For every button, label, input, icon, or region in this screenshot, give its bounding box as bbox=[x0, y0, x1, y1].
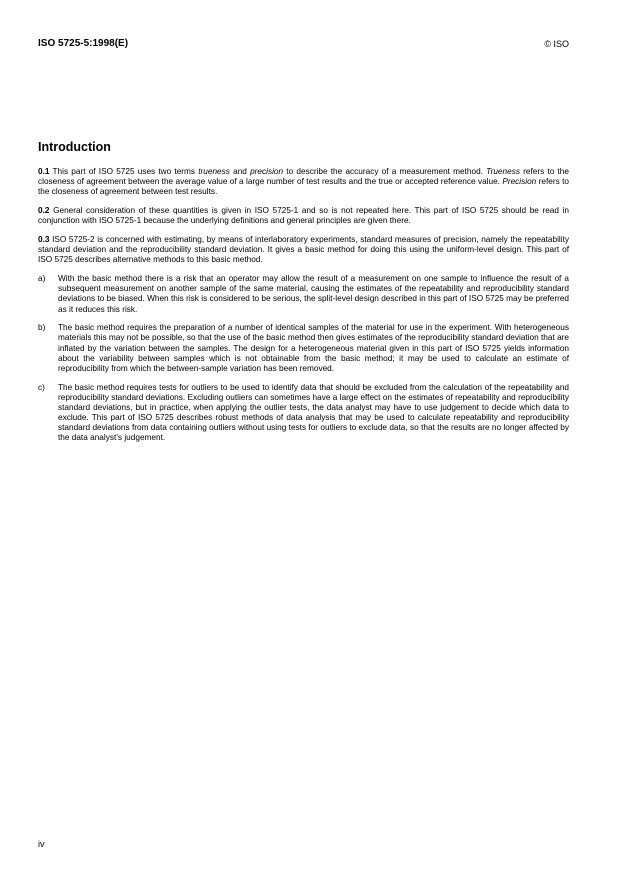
document-id: ISO 5725-5:1998(E) bbox=[38, 38, 129, 49]
paragraph-0-1 bbox=[38, 167, 569, 197]
list-item-text: The basic method requires the preparation of a number of identical samples of the material for use in the experiment. With heterogeneous materials this may not be possible, so that the use of the basic method then gives estimates of the reproducibility standard deviation that are inflated by the variation between the samples. The design for a heterogeneous material given in this part of ISO 5725 yields information about the variability between samples which is not obtainable from the basic method; it may be used to calculate an estimate of reproducibility from which the between-sample variation has been removed. bbox=[58, 323, 569, 373]
list-item-label: a) bbox=[38, 274, 46, 284]
paragraph-text: ISO 5725-2 is concerned with estimating, by means of interlaboratory experiments, standard measures of precision, namely the repeatability standard deviation and the reproducibility standard deviation. It gives a basic method for doing this using the uniform-level design. This part of ISO 5725 describes alternative methods to this basic method. bbox=[38, 234, 569, 265]
list-item-text: With the basic method there is a risk that an operator may allow the result of a measurement on one sample to influence the result of a subsequent measurement on another sample of the same material, causing the estimates of the repeatability and reproducibility standard deviations to be biased. When this risk is considered to be serious, the split-level design described in this part of ISO 5725 may be preferred as it reduces this risk. bbox=[58, 274, 569, 314]
section-title: Introduction bbox=[38, 140, 111, 154]
list-item-b bbox=[38, 323, 569, 374]
paragraph-text: General consideration of these quantities is given in ISO 5725-1 and so is not repeated here. This part of ISO 5725 should be read in conjunction with ISO 5725-1 because the underlying definitions and general principles are given there. bbox=[38, 206, 569, 226]
list-item-label: b) bbox=[38, 323, 46, 333]
paragraph-number: 0.1 bbox=[38, 167, 50, 176]
term-precision: precision bbox=[250, 167, 284, 176]
alternatives-list bbox=[38, 274, 569, 444]
list-item-text: The basic method requires tests for outliers to be used to identify data that should be excluded from the calculation of the repeatability and reproducibility standard deviations. Excluding outliers can sometimes have a large effect on the estimates of repeatability and reproducibility standard deviations, but in practice, when applying the outlier tests, the data analyst may have to use judgement to decide which data to exclude. This part of ISO 5725 describes robust methods of data analysis that may be used to calculate repeatability and reproducibility standard deviations from data containing outliers without using tests for outliers to exclude data, so that the results are no longer affected by the data analyst’s judgement. bbox=[58, 382, 569, 443]
term-precision: Precision bbox=[502, 177, 537, 187]
paragraph-text: and bbox=[229, 167, 251, 176]
paragraph-text: This part of ISO 5725 uses two terms bbox=[49, 167, 199, 176]
list-item-c bbox=[38, 383, 569, 444]
term-trueness: Trueness bbox=[486, 167, 520, 176]
list-item-label: c) bbox=[38, 382, 45, 392]
term-trueness: trueness bbox=[198, 167, 230, 176]
paragraph-0-2 bbox=[38, 206, 569, 226]
paragraph-text: refers to the closeness of agreement between the average value of a large number of test results and the true or accepted reference value. bbox=[38, 167, 569, 187]
paragraph-number: 0.2 bbox=[38, 206, 50, 216]
list-item-a bbox=[38, 274, 569, 315]
paragraph-text: refers to the closeness of agreement between test results. bbox=[38, 177, 569, 197]
paragraph-0-3 bbox=[38, 235, 569, 265]
paragraph-text: to describe the accuracy of a measurement method. bbox=[283, 167, 487, 176]
paragraph-number: 0.3 bbox=[38, 234, 50, 244]
copyright-notice: © ISO bbox=[544, 39, 569, 49]
page-number: iv bbox=[38, 839, 45, 849]
section-body bbox=[38, 167, 569, 452]
